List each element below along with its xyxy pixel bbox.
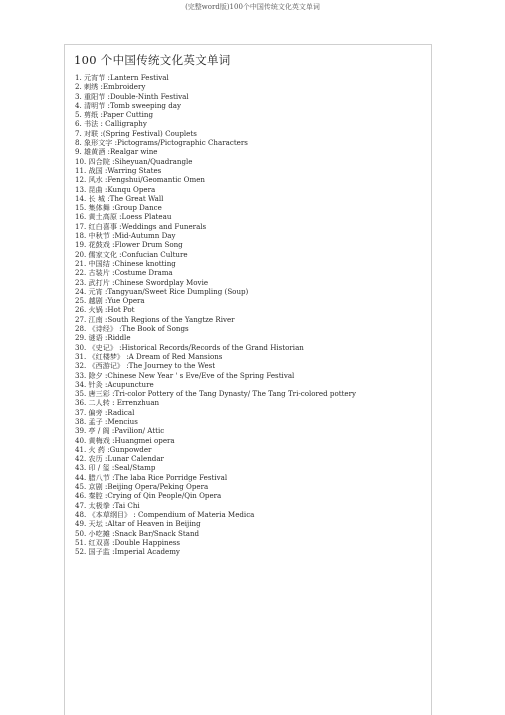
list-item: 36. 二人转 : Errenzhuan bbox=[75, 398, 160, 408]
vocabulary-list bbox=[75, 73, 420, 556]
list-item: 5. 剪纸 :Paper Cutting bbox=[75, 110, 153, 120]
list-item: 49. 天坛 :Altar of Heaven in Beijing bbox=[75, 519, 201, 529]
list-item: 14. 长 城 :The Great Wall bbox=[75, 193, 164, 203]
list-item: 35. 唐三彩 :Tri-color Pottery of the Tang Dynasty/ The Tang Tri-colored pottery bbox=[75, 389, 357, 399]
list-item: 32. 《西游记》 :The Journey to the West bbox=[75, 361, 216, 371]
list-item: 44. 腊八节 :The laba Rice Porridge Festival bbox=[75, 472, 228, 482]
list-item: 26. 火锅 :Hot Pot bbox=[75, 305, 135, 315]
list-item: 13. 昆曲 :Kunqu Opera bbox=[75, 184, 156, 194]
list-item: 33. 除夕 :Chinese New Year ' s Eve/Eve of the Spring Festival bbox=[75, 370, 295, 380]
list-item: 11. 战国 :Warring States bbox=[75, 165, 162, 175]
list-item: 31. 《红楼梦》 :A Dream of Red Mansions bbox=[75, 351, 223, 361]
list-item: 50. 小吃摊 :Snack Bar/Snack Stand bbox=[75, 528, 200, 538]
list-item: 42. 农历 :Lunar Calendar bbox=[75, 454, 164, 464]
list-item: 17. 红白喜事 :Weddings and Funerals bbox=[75, 221, 207, 231]
page-title: 100 个中国传统文化英文单词 bbox=[74, 53, 231, 67]
list-item: 2. 刺绣 :Embroidery bbox=[75, 82, 146, 92]
list-item: 1. 元宵节 :Lantern Festival bbox=[75, 73, 169, 82]
list-item: 30. 《史记》 :Historical Records/Records of the Grand Historian bbox=[75, 342, 304, 352]
list-item: 47. 太极拳 :Tai Chi bbox=[75, 500, 140, 510]
list-item: 4. 清明节 :Tomb sweeping day bbox=[75, 100, 181, 110]
list-item: 10. 四合院 :Siheyuan/Quadrangle bbox=[75, 156, 193, 166]
list-item: 9. 雄黄酒 :Realgar wine bbox=[75, 147, 158, 157]
list-item: 38. 孟子 :Mencius bbox=[75, 416, 138, 426]
list-item: 48. 《本草纲目》 : Compendium of Materia Medica bbox=[75, 509, 255, 519]
list-item: 34. 针灸 :Acupuncture bbox=[75, 379, 154, 389]
list-item: 40. 黄梅戏 :Huangmei opera bbox=[75, 435, 175, 445]
list-item: 29. 谜语 :Riddle bbox=[75, 333, 131, 343]
list-item: 18. 中秋节 :Mid-Autumn Day bbox=[75, 231, 176, 241]
list-item: 27. 江南 :South Regions of the Yangtze River bbox=[75, 314, 235, 324]
list-item: 45. 京剧 :Beijing Opera/Peking Opera bbox=[75, 482, 209, 492]
list-item: 37. 偏旁 :Radical bbox=[75, 407, 135, 417]
list-item: 8. 象形文字 :Pictograms/Pictographic Characters bbox=[75, 138, 248, 148]
list-item: 19. 花鼓戏 :Flower Drum Song bbox=[75, 240, 183, 250]
list-item: 16. 黄土高原 :Loess Plateau bbox=[75, 212, 172, 222]
list-item: 43. 印 / 玺 :Seal/Stamp bbox=[75, 463, 156, 473]
document-header: (完整word版)100个中国传统文化英文单词 bbox=[185, 3, 320, 11]
list-item: 23. 武打片 :Chinese Swordplay Movie bbox=[75, 277, 209, 287]
list-item: 3. 重阳节 :Double-Ninth Festival bbox=[75, 91, 189, 101]
list-item: 22. 古装片 :Costume Drama bbox=[75, 268, 173, 278]
list-item: 7. 对联 :(Spring Festival) Couplets bbox=[75, 128, 197, 138]
list-item: 52. 国子监 :Imperial Academy bbox=[75, 547, 180, 557]
list-item: 6. 书法 : Calligraphy bbox=[75, 119, 147, 129]
list-item: 51. 红双喜 :Double Happiness bbox=[75, 537, 181, 547]
list-item: 46. 秦腔 :Crying of Qin People/Qin Opera bbox=[75, 491, 222, 501]
list-item: 24. 元宵 :Tangyuan/Sweet Rice Dumpling (Soup) bbox=[75, 286, 249, 296]
list-item: 12. 风水 :Fengshui/Geomantic Omen bbox=[75, 175, 205, 185]
list-item: 41. 火 药 :Gunpowder bbox=[75, 444, 152, 454]
list-item: 20. 儒家文化 :Confucian Culture bbox=[75, 249, 188, 259]
list-item: 25. 越剧 :Yue Opera bbox=[75, 296, 145, 306]
list-item: 39. 亭 / 阁 :Pavilion/ Attic bbox=[75, 426, 165, 436]
list-item: 21. 中国结 :Chinese knotting bbox=[75, 258, 176, 268]
list-item: 28. 《诗经》 :The Book of Songs bbox=[75, 324, 189, 334]
list-item: 15. 集体舞 :Group Dance bbox=[75, 203, 162, 213]
